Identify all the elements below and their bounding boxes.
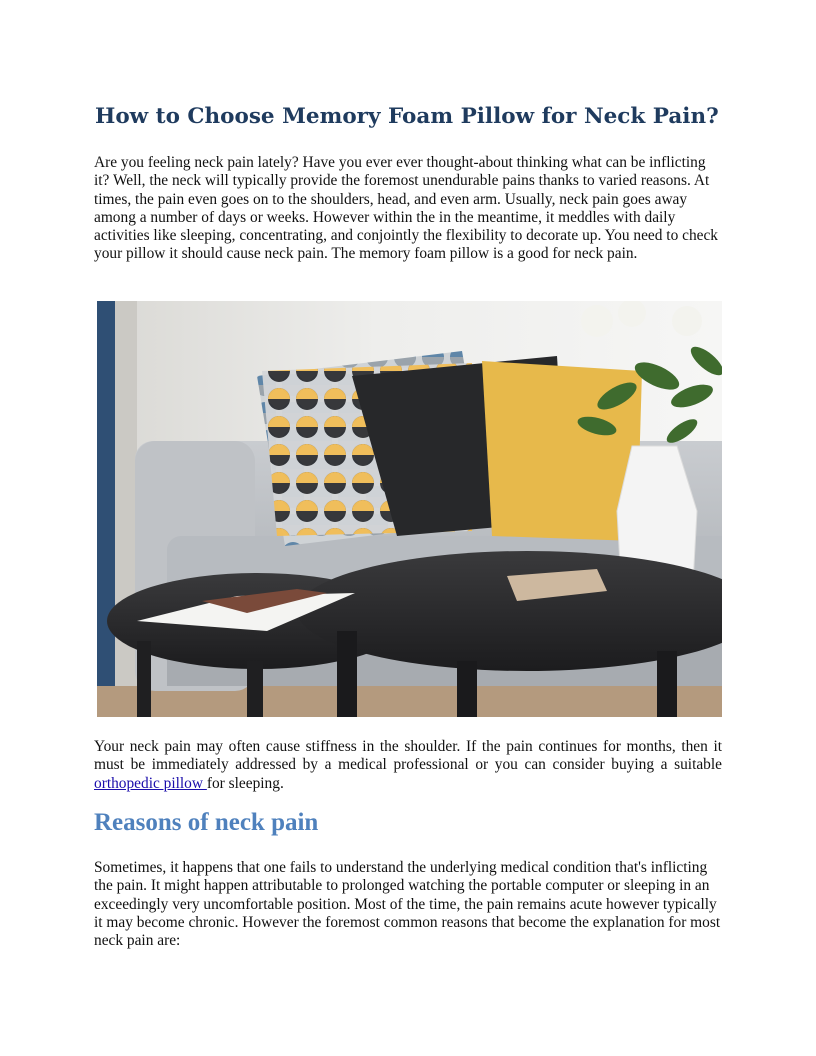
orthopedic-pillow-link[interactable]: orthopedic pillow xyxy=(94,774,207,792)
stiffness-text: Your neck pain may often cause stiffness in the shoulder. If the pain continues for months, then it must be immediately addressed by a medical professional or you can consider buying a suitable xyxy=(94,738,722,774)
reasons-paragraph: Sometimes, it happens that one fails to understand the underlying medical condition that's inflicting the pain. It might happen attributable to prolonged watching the portable computer or sleeping in an exceedingly very uncomfortable position. Most of the time, the pain remains acute however typically it may become chronic. However the foremost common reasons that become the explanation for most neck pain are: xyxy=(94,859,721,950)
article-title: How to Choose Memory Foam Pillow for Neck Pain? xyxy=(95,104,719,129)
intro-paragraph: Are you feeling neck pain lately? Have you ever ever thought-about thinking what can be inflicting it? Well, the neck will typically provide the foremost unendurable pains thanks to varied reasons. At times, the pain even goes on to the shoulders, head, and even arm. Usually, neck pain goes away among a number of days or weeks. However within the in the meantime, it meddles with daily activities like sleeping, concentrating, and conjointly the flexibility to decorate up. You need to check your pillow it should cause neck pain. The memory foam pillow is a good for neck pain. xyxy=(94,154,719,263)
stiffness-paragraph xyxy=(94,738,722,793)
stiffness-text-end: for sleeping. xyxy=(206,774,284,792)
section-heading: Reasons of neck pain xyxy=(94,809,319,836)
sofa-pillows-photo xyxy=(97,301,722,717)
